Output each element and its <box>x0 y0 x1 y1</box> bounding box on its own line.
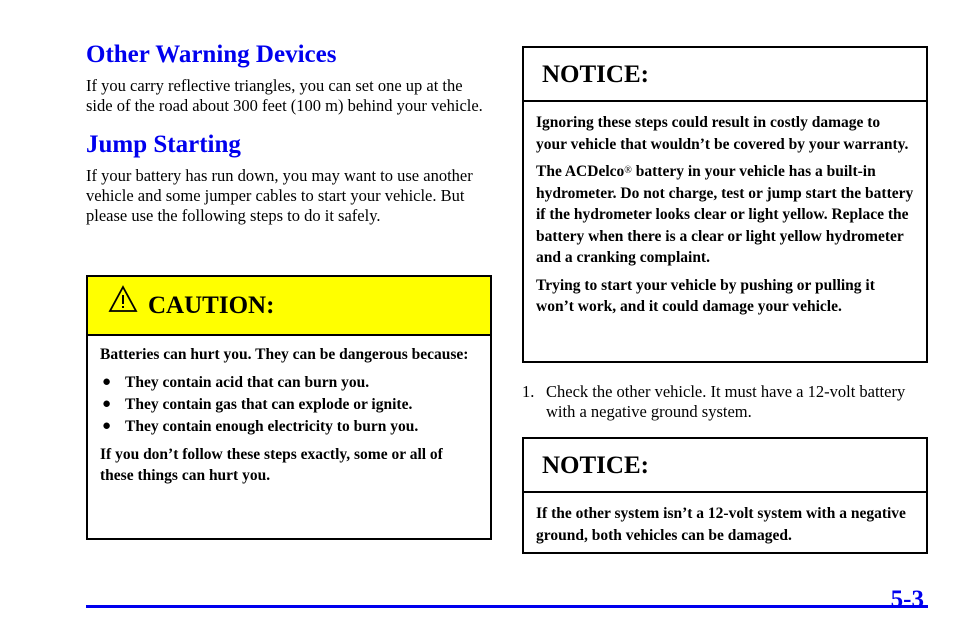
registered-mark: ® <box>624 165 632 176</box>
bullet-icon: ● <box>102 418 112 434</box>
caution-bullet-text: They contain gas that can explode or ignite. <box>125 396 413 413</box>
bullet-icon: ● <box>102 396 112 412</box>
brand-name: The ACDelco <box>536 163 625 180</box>
paragraph-jump-starting: If your battery has run down, you may want to use another vehicle and some jumper cables to start your vehicle. But please use the following steps to do it safely. <box>86 166 473 225</box>
bullet-icon: ● <box>102 374 112 390</box>
warning-triangle-icon <box>108 285 138 313</box>
step-1 <box>522 382 928 422</box>
caution-bullet-text: They contain enough electricity to burn you. <box>125 418 419 435</box>
notice-paragraph-hydrometer <box>536 161 914 269</box>
notice-title: NOTICE: <box>542 61 649 88</box>
notice-title: NOTICE: <box>542 452 649 479</box>
caution-closing: If you don’t follow these steps exactly, some or all of these things can hurt you. <box>100 446 443 484</box>
list-item <box>100 394 478 415</box>
notice-box-12-volt <box>522 437 928 554</box>
footer-rule <box>86 605 928 608</box>
list-item <box>100 372 478 393</box>
notice-header <box>524 48 926 102</box>
page-number: 5-3 <box>890 586 924 613</box>
hydrometer-text: battery in your vehicle has a built-in hydrometer. Do not charge, test or jump start the battery if the hydrometer looks clear or light yellow. Replace the battery when there is a clear or light yellow hydrometer and a cranking complaint. <box>536 163 914 266</box>
caution-bullet-list <box>100 372 478 437</box>
paragraph-other-warning-devices: If you carry reflective triangles, you can set one up at the side of the road about 300 feet (100 m) behind your vehicle. <box>86 76 483 115</box>
caution-body <box>88 336 490 486</box>
caution-header <box>88 277 490 336</box>
step-number: 1. <box>522 382 535 401</box>
notice-paragraph-push-start: Trying to start your vehicle by pushing or pulling it won’t work, and it could damage your vehicle. <box>536 276 875 315</box>
notice-box-costly-damage <box>522 46 928 363</box>
notice-body <box>524 102 926 318</box>
heading-other-warning-devices: Other Warning Devices <box>86 41 337 68</box>
notice-header <box>524 439 926 493</box>
notice-paragraph-costly-damage: Ignoring these steps could result in costly damage to your vehicle that wouldn’t be covered by your warranty. <box>536 114 909 153</box>
list-item <box>100 416 478 437</box>
left-column <box>86 40 492 226</box>
notice-body <box>524 493 926 546</box>
caution-intro: Batteries can hurt you. They can be dangerous because: <box>100 346 469 363</box>
caution-box <box>86 275 492 540</box>
caution-title: CAUTION: <box>148 292 275 319</box>
notice-paragraph-12-volt: If the other system isn’t a 12-volt system with a negative ground, both vehicles can be damaged. <box>536 505 906 544</box>
heading-jump-starting: Jump Starting <box>86 131 241 158</box>
step-text: Check the other vehicle. It must have a 12-volt battery with a negative ground system. <box>546 382 906 421</box>
caution-bullet-text: They contain acid that can burn you. <box>125 374 370 391</box>
